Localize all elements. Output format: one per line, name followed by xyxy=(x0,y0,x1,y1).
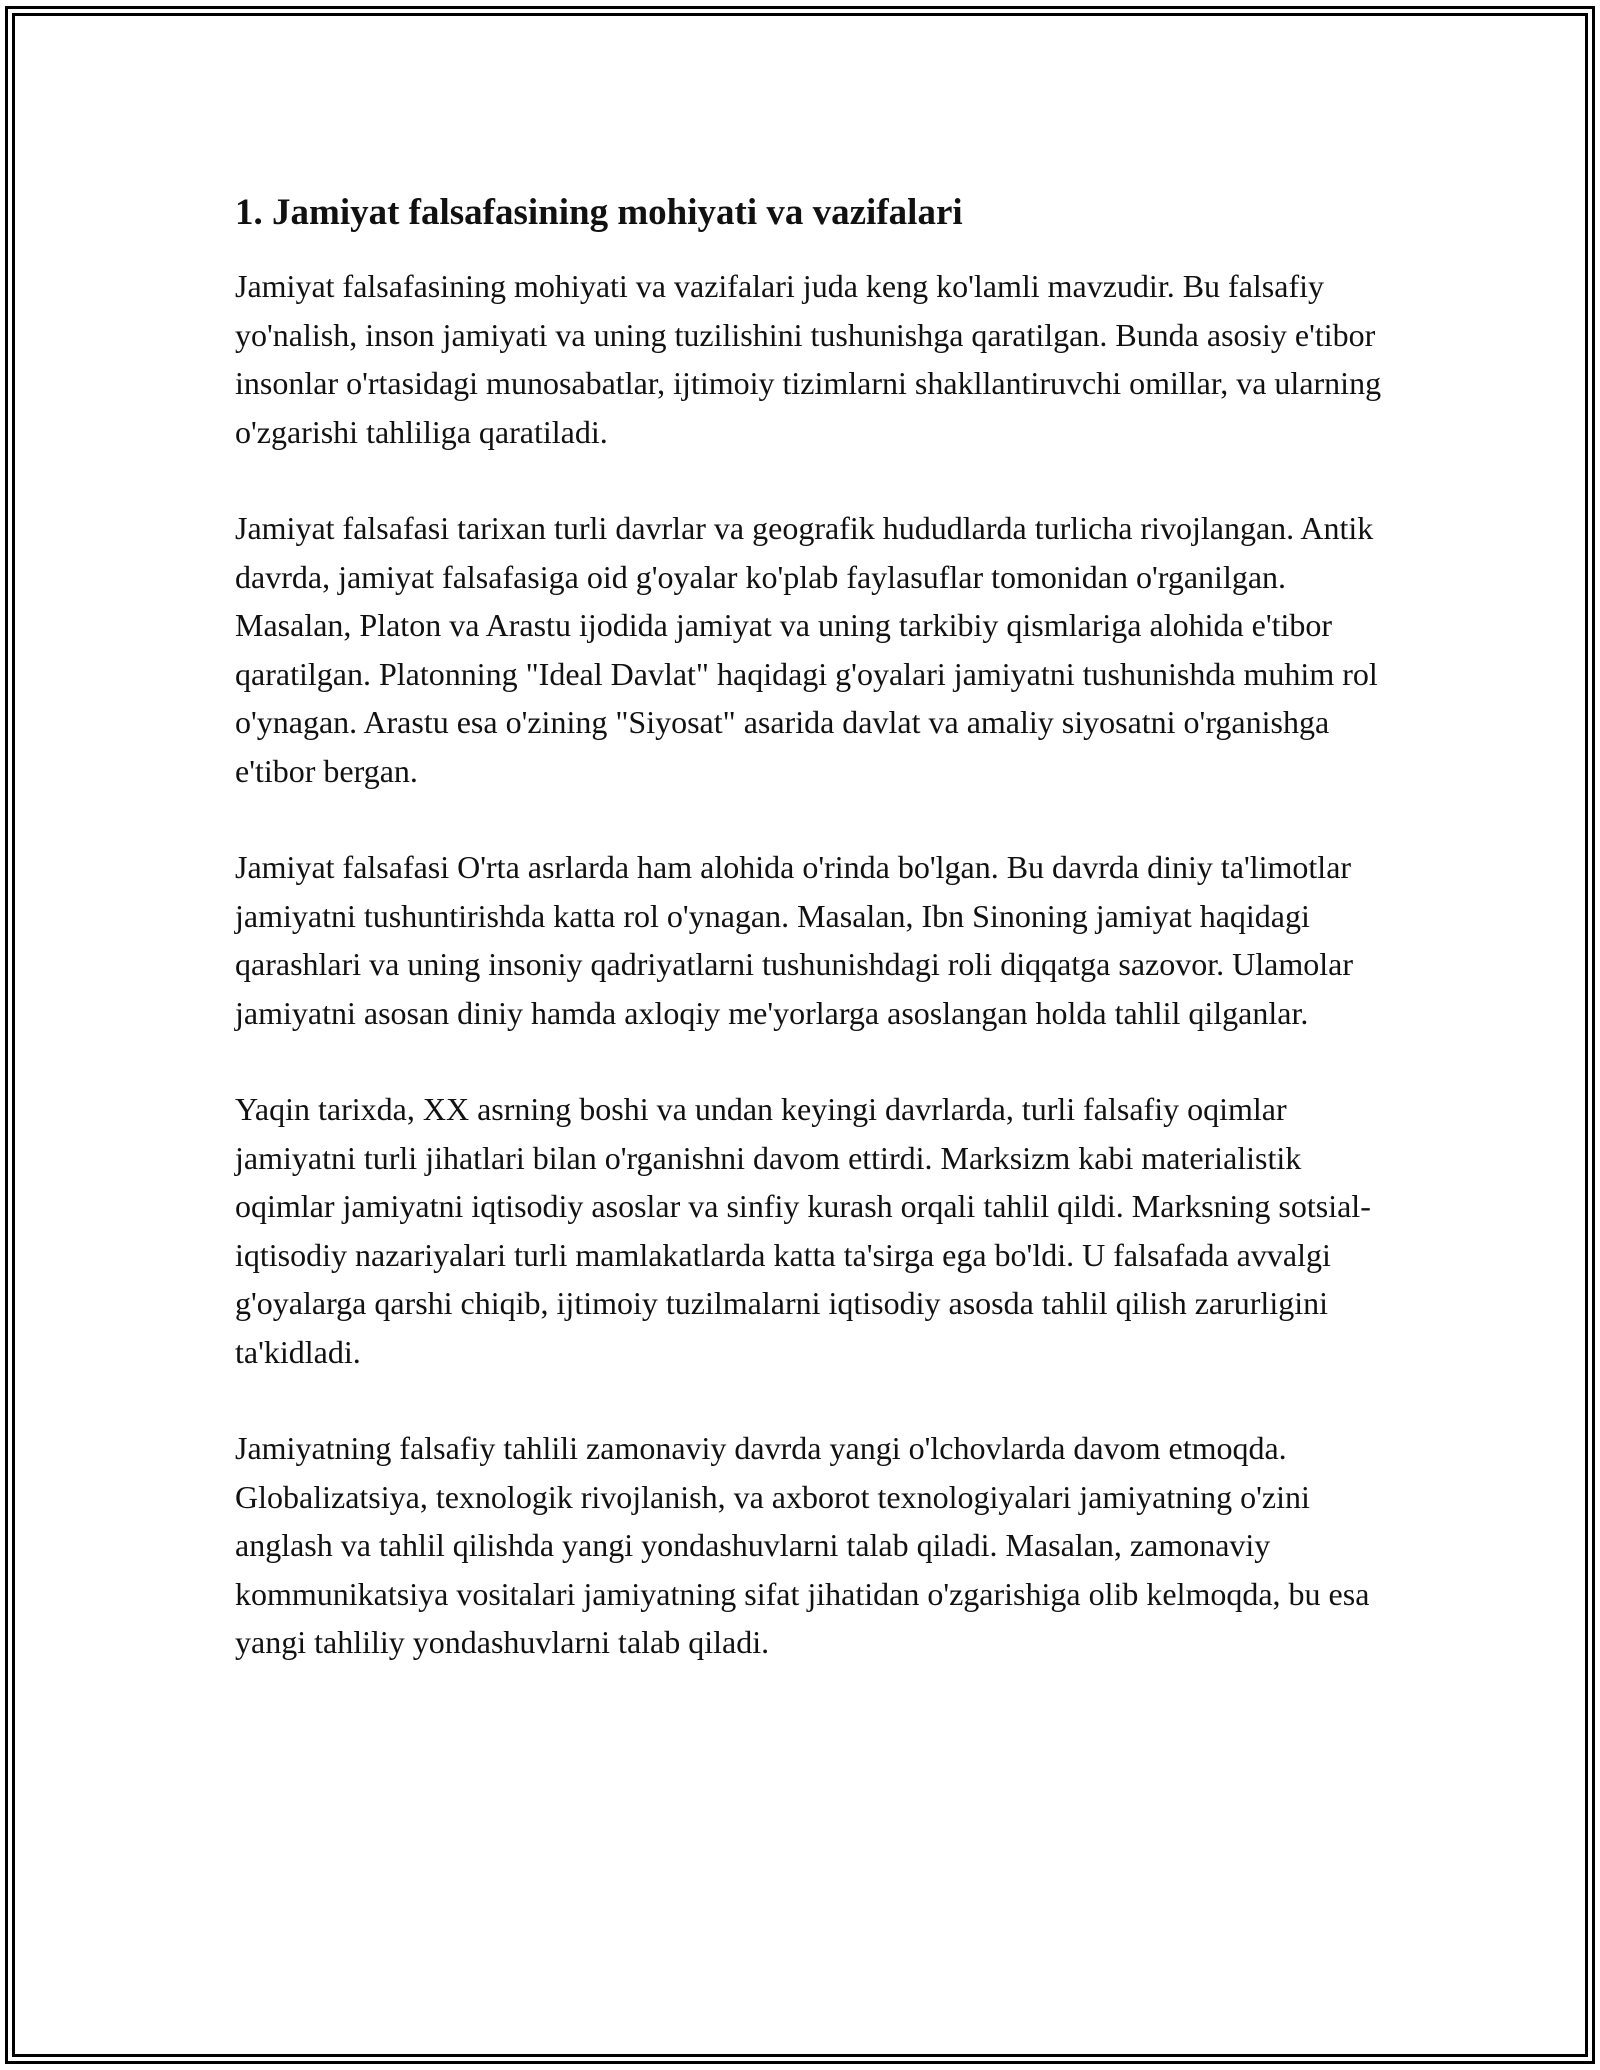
paragraph-3: Jamiyat falsafasi O'rta asrlarda ham alohida o'rinda bo'lgan. Bu davrda diniy ta'limotlar jamiyatni tushuntirishda katta rol o'ynagan. Masalan, Ibn Sinoning jamiyat haqidagi qarashlari va uning insoniy qadriyatlarni tushunishdagi roli diqqatga sazovor. Ulamolar jamiyatni asosan diniy hamda axloqiy me'yorlarga asoslangan holda tahlil qilganlar. xyxy=(235,849,1353,1031)
document-body xyxy=(235,188,1385,1715)
section-title: 1. Jamiyat falsafasining mohiyati va vazifalari xyxy=(235,192,963,233)
paragraph-4: Yaqin tarixda, XX asrning boshi va undan keyingi davrlarda, turli falsafiy oqimlar jamiyatni turli jihatlari bilan o'rganishni davom ettirdi. Marksizm kabi materialistik oqimlar jamiyatni iqtisodiy asoslar va sinfiy kurash orqali tahlil qildi. Marksning sotsial-iqtisodiy nazariyalari turli mamlakatlarda katta ta'sirga ega bo'ldi. U falsafada avvalgi g'oyalarga qarshi chiqib, ijtimoiy tuzilmalarni iqtisodiy asosda tahlil qilish zarurligini ta'kidladi. xyxy=(235,1091,1371,1370)
paragraph-5: Jamiyatning falsafiy tahlili zamonaviy davrda yangi o'lchovlarda davom etmoqda. Globalizatsiya, texnologik rivojlanish, va axborot texnologiyalari jamiyatning o'zini anglash va tahlil qilishda yangi yondashuvlarni talab qiladi. Masalan, zamonaviy kommunikatsiya vositalari jamiyatning sifat jihatidan o'zgarishiga olib kelmoqda, bu esa yangi tahliliy yondashuvlarni talab qiladi. xyxy=(235,1430,1370,1660)
paragraph-2: Jamiyat falsafasi tarixan turli davrlar va geografik hududlarda turlicha rivojlangan. Antik davrda, jamiyat falsafasiga oid g'oyalar ko'plab faylasuflar tomonidan o'rganilgan. Masalan, Platon va Arastu ijodida jamiyat va uning tarkibiy qismlariga alohida e'tibor qaratilgan. Platonning "Ideal Davlat" haqidagi g'oyalari jamiyatni tushunishda muhim rol o'ynagan. Arastu esa o'zining "Siyosat" asarida davlat va amaliy siyosatni o'rganishga e'tibor bergan. xyxy=(235,510,1378,789)
paragraph-1: Jamiyat falsafasining mohiyati va vazifalari juda keng ko'lamli mavzudir. Bu falsafiy yo'nalish, inson jamiyati va uning tuzilishini tushunishga qaratilgan. Bunda asosiy e'tibor insonlar o'rtasidagi munosabatlar, ijtimoiy tizimlarni shakllantiruvchi omillar, va ularning o'zgarishi tahliliga qaratiladi. xyxy=(235,268,1382,450)
